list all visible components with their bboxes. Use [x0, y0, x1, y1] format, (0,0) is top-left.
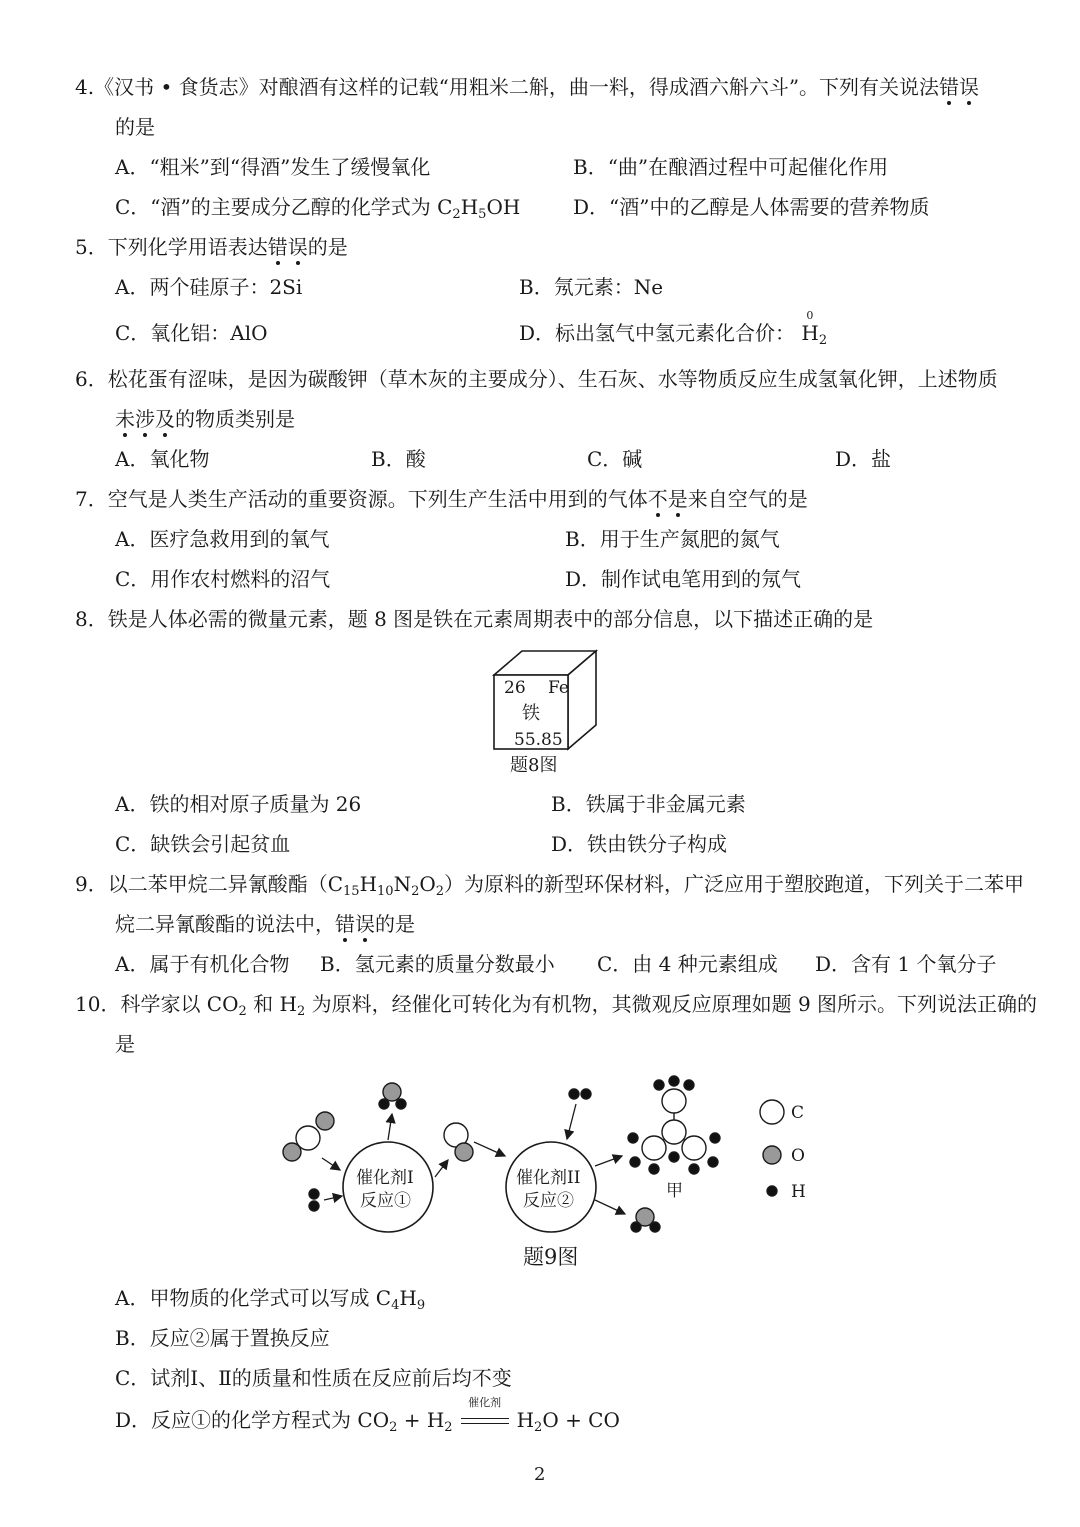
- arrow-co-in: [474, 1142, 505, 1156]
- q9-option-b: B．氢元素的质量分数最小: [320, 952, 555, 976]
- product-jia-molecule-icon: [628, 1076, 720, 1174]
- arrow-water-out-2: [595, 1200, 625, 1214]
- q8-figure-caption: 题8图: [510, 755, 558, 776]
- legend-carbon-label: C: [791, 1103, 805, 1123]
- q10-figure-caption: 题9图: [523, 1245, 579, 1269]
- q5-option-d: D．标出氢气中氢元素化合价： 0 $H_2$: [519, 309, 828, 348]
- q10-stem-cont: 是: [115, 1032, 135, 1056]
- q9-option-c: C．由 4 种元素组成: [597, 952, 778, 976]
- q8-option-b: B．铁属于非金属元素: [551, 792, 746, 816]
- q6-stem-cont: 未涉及的物质类别是: [115, 407, 295, 431]
- q4-option-a: A．“粗米”到“得酒”发生了缓慢氧化: [115, 155, 431, 179]
- q7-option-b: B．用于生产氮肥的氮气: [565, 527, 780, 551]
- q9-option-d: D．含有 1 个氧分子: [815, 952, 997, 976]
- arrow-co-out: [435, 1160, 448, 1177]
- legend-oxygen-label: O: [791, 1146, 805, 1166]
- q6-option-b: B．酸: [371, 447, 426, 471]
- catalyst-1-label: 催化剂I: [356, 1168, 414, 1188]
- q4-option-c: C．“酒”的主要成分乙醇的化学式为 $C_2H_5OH$: [115, 195, 521, 222]
- q9-option-a: A．属于有机化合物: [115, 952, 290, 976]
- q9-stem: 9．以二苯甲烷二异氰酸酯$(C_{15}H_{10}N_2O_2)$为原料的新型环保材料，广泛应用于塑胶跑道，下列关于二苯甲: [75, 872, 1025, 899]
- q5-option-a: A．两个硅原子：2Si: [115, 275, 303, 299]
- water-molecule-icon: [379, 1083, 406, 1109]
- iron-element-cell-figure: [480, 645, 610, 785]
- q5-stem: 5．下列化学用语表达错误的是: [75, 235, 348, 259]
- q8-stem: 8．铁是人体必需的微量元素，题 8 图是铁在元素周期表中的部分信息，以下描述正确的是: [75, 607, 874, 631]
- q7-stem: 7．空气是人类生产活动的重要资源。下列生产生活中用到的气体不是来自空气的是: [75, 487, 808, 511]
- q7-option-a: A．医疗急救用到的氧气: [115, 527, 330, 551]
- co2-molecule-icon: [283, 1112, 334, 1161]
- iron-atomic-number: 26: [504, 678, 526, 698]
- arrow-co2-in: [322, 1158, 340, 1170]
- legend-carbon-icon: [760, 1100, 784, 1124]
- q6-option-c: C．碱: [587, 447, 643, 471]
- product-jia-label: 甲: [666, 1181, 683, 1201]
- q6-option-d: D．盐: [835, 447, 892, 471]
- q6-option-a: A．氧化物: [115, 447, 210, 471]
- reaction-2-label: 反应②: [523, 1191, 574, 1211]
- iron-name: 铁: [522, 703, 540, 724]
- q8-option-d: D．铁由铁分子构成: [551, 832, 728, 856]
- q5-option-c: C．氧化铝：AlO: [115, 321, 268, 345]
- q9-stem-cont: 烷二异氰酸酯的说法中，错误的是: [115, 912, 415, 936]
- legend-hydrogen-icon: [767, 1186, 777, 1196]
- catalyst-2-label: 催化剂II: [516, 1168, 581, 1188]
- q4-option-d: D．“酒”中的乙醇是人体需要的营养物质: [573, 195, 930, 219]
- q10-option-a: A．甲物质的化学式可以写成 $C_4H_9$: [115, 1286, 426, 1313]
- arrow-h2-in: [324, 1196, 342, 1200]
- q10-option-b: B．反应②属于置换反应: [115, 1326, 330, 1350]
- iron-atomic-mass: 55.85: [514, 730, 563, 750]
- arrow-h2-in-2: [567, 1104, 576, 1139]
- q6-stem: 6．松花蛋有涩味，是因为碳酸钾（草木灰的主要成分）、生石灰、水等物质反应生成氢氧化钾，上述物质: [75, 367, 998, 391]
- q7-option-c: C．用作农村燃料的沼气: [115, 567, 331, 591]
- iron-symbol: Fe: [548, 678, 569, 698]
- arrow-water-out: [388, 1114, 392, 1140]
- reaction-mechanism-diagram: [270, 1070, 830, 1275]
- page-number: 2: [534, 1464, 546, 1485]
- q10-option-c: C．试剂Ⅰ、Ⅱ的质量和性质在反应前后均不变: [115, 1366, 512, 1390]
- q4-stem: 4.《汉书 • 食货志》对酿酒有这样的记载“用粗米二斛，曲一料，得成酒六斛六斗”。下列有关说法错误: [75, 75, 980, 99]
- water-molecule-icon-2: [631, 1208, 660, 1232]
- reaction-1-label: 反应①: [360, 1191, 411, 1211]
- q10-stem: 10．科学家以 $CO_2$ 和 $H_2$ 为原料，经催化可转化为有机物，其微观反应原理如题 9 图所示。下列说法正确的: [75, 992, 1038, 1019]
- q8-option-a: A．铁的相对原子质量为 26: [115, 792, 362, 816]
- legend-oxygen-icon: [763, 1146, 781, 1164]
- q5-option-b: B．氖元素：Ne: [519, 275, 664, 299]
- arrow-product-out: [595, 1156, 622, 1166]
- h2-molecule-icon: [309, 1189, 319, 1211]
- co-molecule-icon: [444, 1123, 473, 1161]
- q10-option-d: D．反应①的化学方程式为 $CO_2 + H_2$ 催化剂 $H_2O$ + CO: [115, 1396, 620, 1435]
- legend-hydrogen-label: H: [791, 1182, 806, 1202]
- q4-stem-cont: 的是: [115, 115, 155, 139]
- q4-option-b: B．“曲”在酿酒过程中可起催化作用: [573, 155, 889, 179]
- q8-option-c: C．缺铁会引起贫血: [115, 832, 291, 856]
- h2-molecule-icon-2: [569, 1089, 591, 1099]
- q7-option-d: D．制作试电笔用到的氖气: [565, 567, 802, 591]
- catalyst-equals-sign: 催化剂: [461, 1409, 509, 1429]
